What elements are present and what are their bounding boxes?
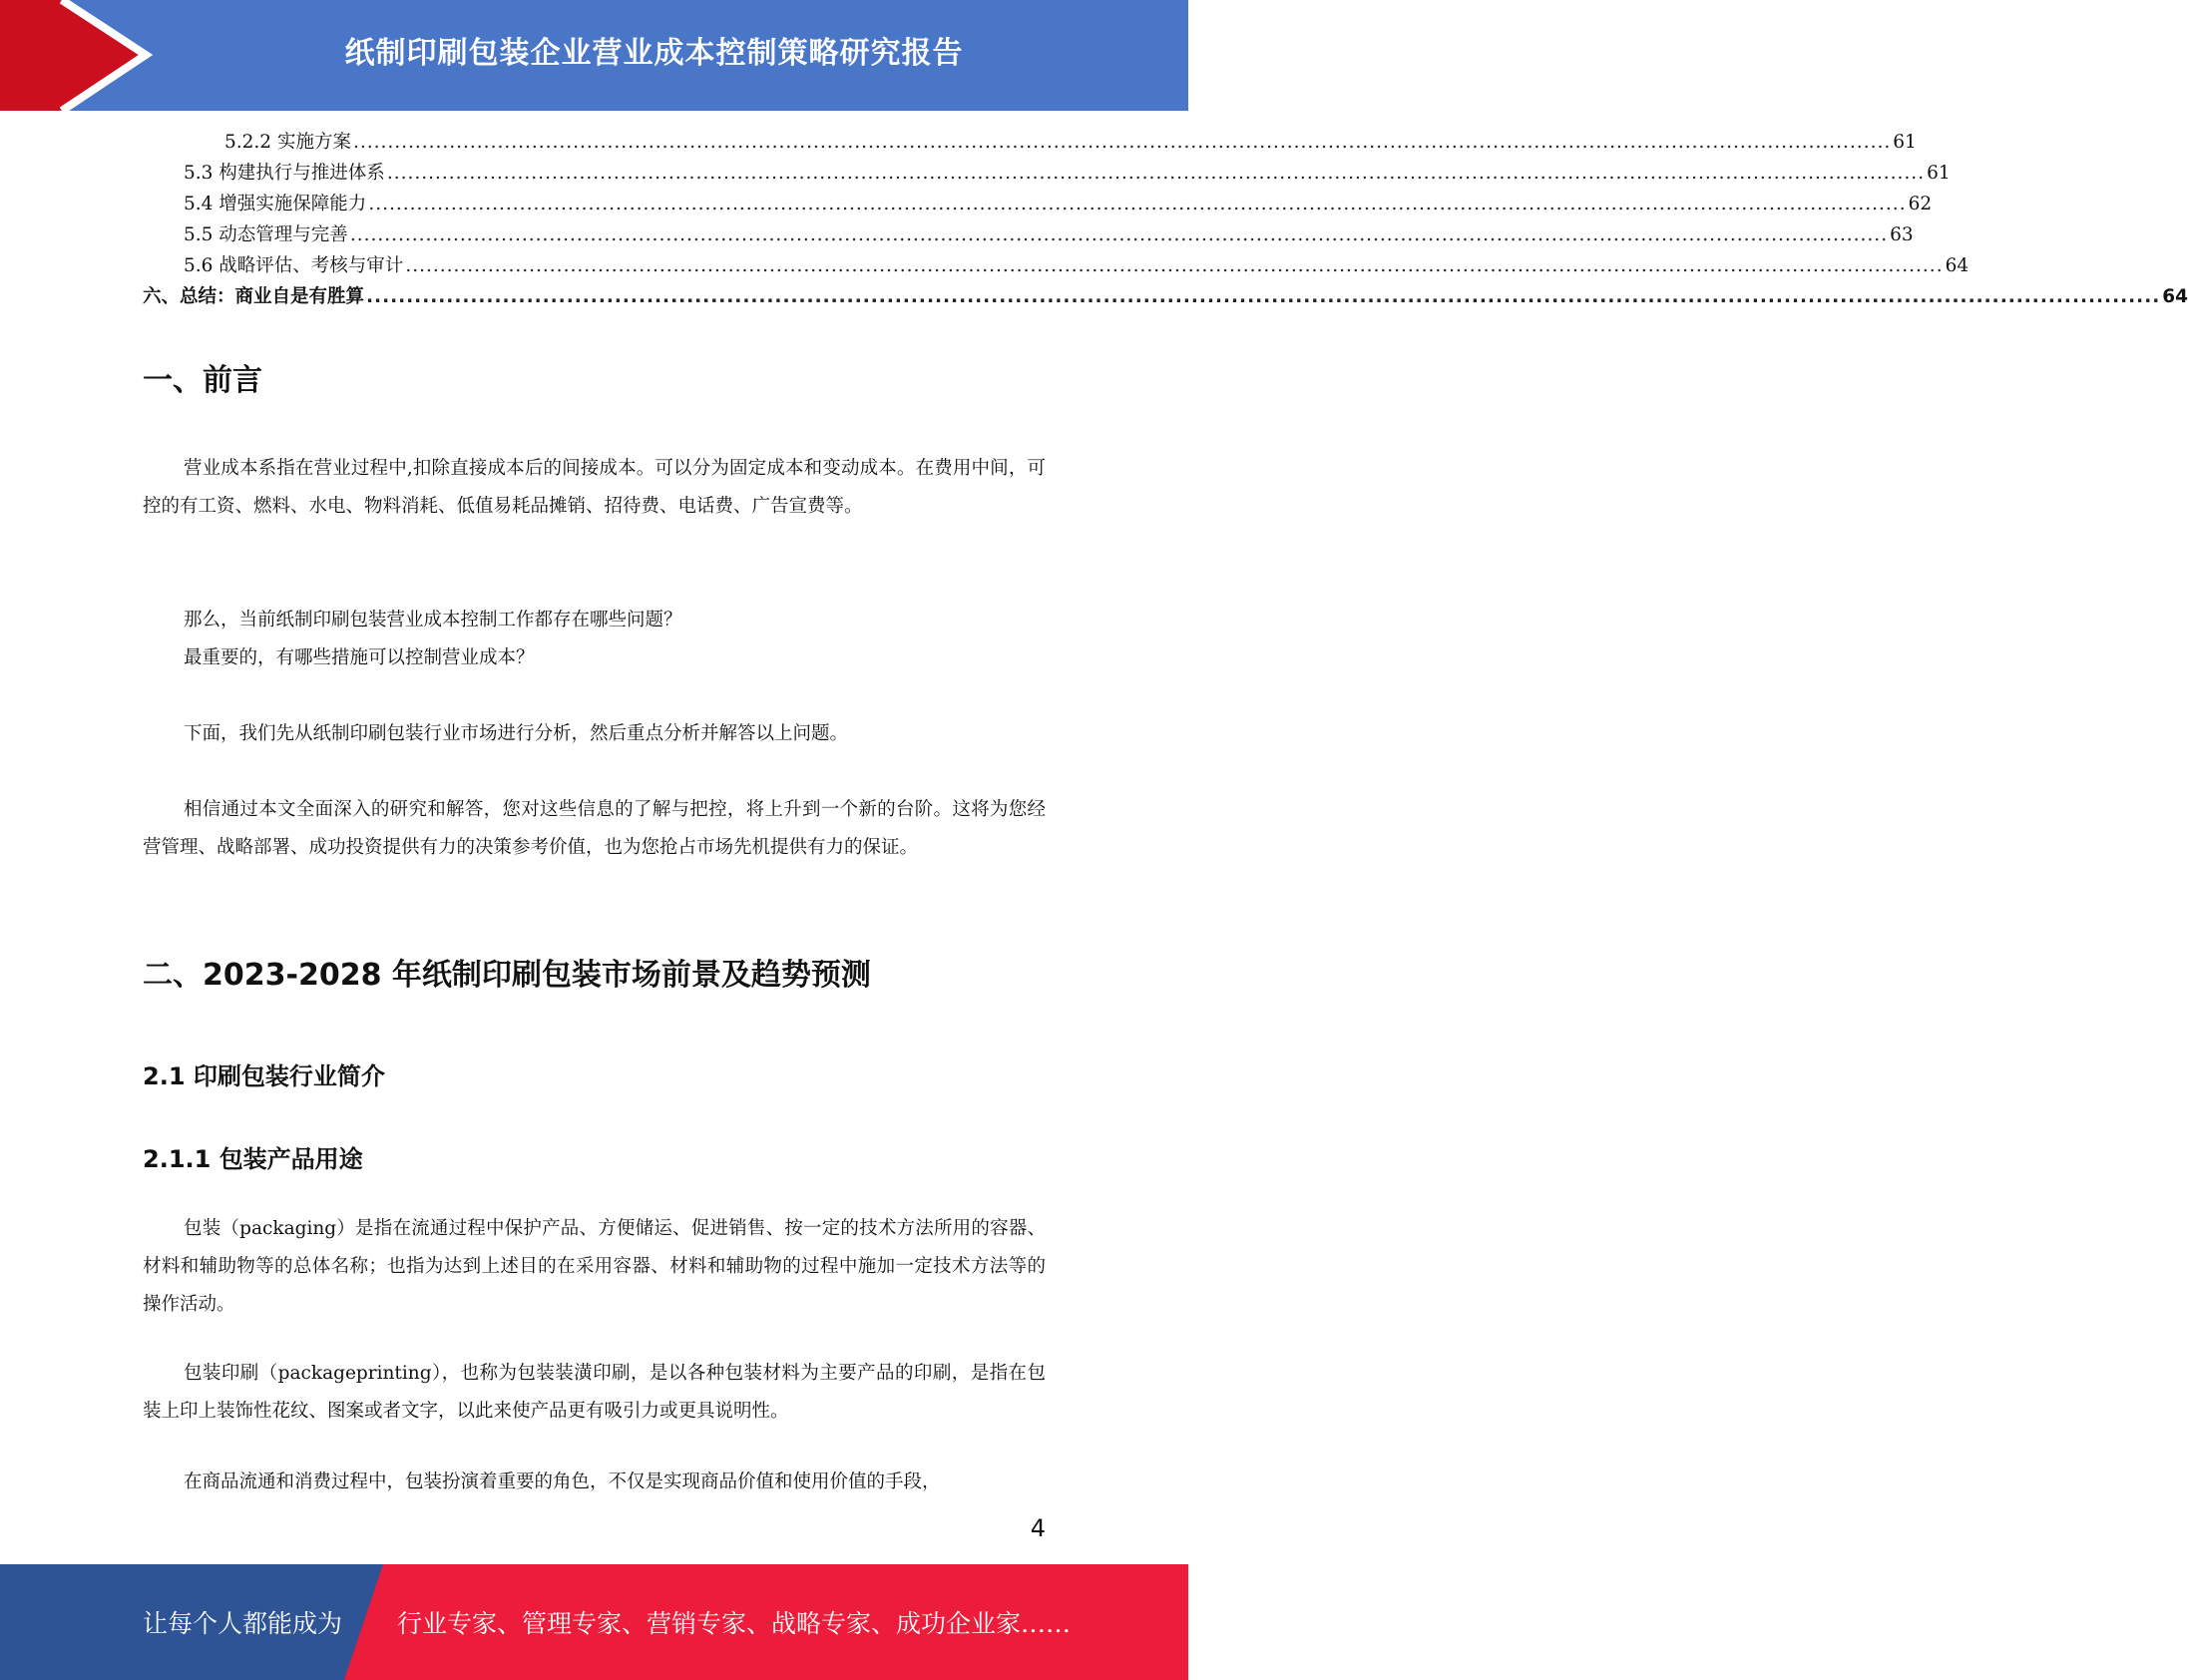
toc-entry-label: 六、总结：商业自是有胜算 xyxy=(143,286,365,307)
report-title: 纸制印刷包装企业营业成本控制策略研究报告 xyxy=(344,36,964,71)
toc-entry-page: 61 xyxy=(1893,132,1917,153)
paragraph: 包装（packaging）是指在流通过程中保护产品、方便储运、促进销售、按一定的技术方法所用的容器、材料和辅助物等的总体名称；也指为达到上述目的在采用容器、材料和辅助物的过程中施加一定技术方法等的操作活动。 xyxy=(143,1218,1046,1315)
paragraph: 包装印刷（packageprinting），也称为包装装潢印刷，是以各种包装材料为主要产品的印刷，是指在包装上印上装饰性花纹、图案或者文字，以此来使产品更有吸引力或更具说明性。 xyxy=(143,1363,1046,1422)
toc-entry-page: 62 xyxy=(1908,194,1933,214)
subsection-heading: 2.1.1 包装产品用途 xyxy=(143,1145,363,1173)
paragraph: 在商品流通和消费过程中，包装扮演着重要的角色，不仅是实现商品价值和使用价值的手段， xyxy=(184,1471,941,1492)
toc-entry[interactable] xyxy=(143,159,1951,190)
toc-entry[interactable] xyxy=(143,251,1969,282)
footer-slogan-right: 行业专家、管理专家、营销专家、战略专家、成功企业家…… xyxy=(397,1609,1072,1638)
paragraph: 下面，我们先从纸制印刷包装行业市场进行分析，然后重点分析并解答以上问题。 xyxy=(184,723,849,744)
toc-leader-dots: ................................................................................................................................................................................................................................ xyxy=(352,132,1892,153)
toc-entry-page: 63 xyxy=(1890,224,1914,245)
page-header xyxy=(0,0,1188,111)
toc-leader-dots: ................................................................................................................................................................................................................................ xyxy=(368,194,1907,214)
page-number: 4 xyxy=(1030,1514,1046,1542)
paragraph: 营业成本系指在营业过程中,扣除直接成本后的间接成本。可以分为固定成本和变动成本。在费用中间，可控的有工资、燃料、水电、物料消耗、低值易耗品摊销、招待费、电话费、广告宣费等。 xyxy=(143,458,1046,517)
toc-leader-dots: ................................................................................................................................................................................................................................ xyxy=(386,163,1926,184)
toc-entry-label: 5.2.2 实施方案 xyxy=(224,132,351,153)
toc-entry-label: 5.6 战略评估、考核与审计 xyxy=(184,255,404,276)
toc-leader-dots: ................................................................................................................................................................................................................................ xyxy=(349,224,1889,245)
paragraph: 那么，当前纸制印刷包装营业成本控制工作都存在哪些问题？ xyxy=(184,610,682,630)
toc-leader-dots: ................................................................................................................................................................................................................................ xyxy=(405,255,1944,276)
toc-entry[interactable] xyxy=(143,282,2188,313)
footer-slogan-left: 让每个人都能成为 xyxy=(143,1609,343,1638)
toc-entry[interactable] xyxy=(143,190,1933,220)
toc-entry-page: 64 xyxy=(1945,255,1969,276)
table-of-contents xyxy=(143,128,2188,313)
toc-entry-page: 64 xyxy=(2162,286,2188,307)
toc-entry[interactable] xyxy=(143,128,1917,159)
toc-entry[interactable] xyxy=(143,220,1914,251)
paragraph: 最重要的，有哪些措施可以控制营业成本？ xyxy=(184,647,535,668)
subsection-heading: 2.1 印刷包装行业简介 xyxy=(143,1062,385,1090)
toc-entry-label: 5.3 构建执行与推进体系 xyxy=(184,163,385,184)
section-heading-market: 二、2023-2028 年纸制印刷包装市场前景及趋势预测 xyxy=(143,958,871,993)
page-footer xyxy=(0,1564,1188,1680)
paragraph: 相信通过本文全面深入的研究和解答，您对这些信息的了解与把控，将上升到一个新的台阶。这将为您经营管理、战略部署、成功投资提供有力的决策参考价值，也为您抢占市场先机提供有力的保证。 xyxy=(143,799,1046,858)
toc-entry-page: 61 xyxy=(1927,163,1951,184)
toc-leader-dots: ................................................................................................................................................................................................................................ xyxy=(366,286,2161,307)
section-heading-preface: 一、前言 xyxy=(143,363,262,398)
toc-entry-label: 5.4 增强实施保障能力 xyxy=(184,194,367,214)
toc-entry-label: 5.5 动态管理与完善 xyxy=(184,224,348,245)
